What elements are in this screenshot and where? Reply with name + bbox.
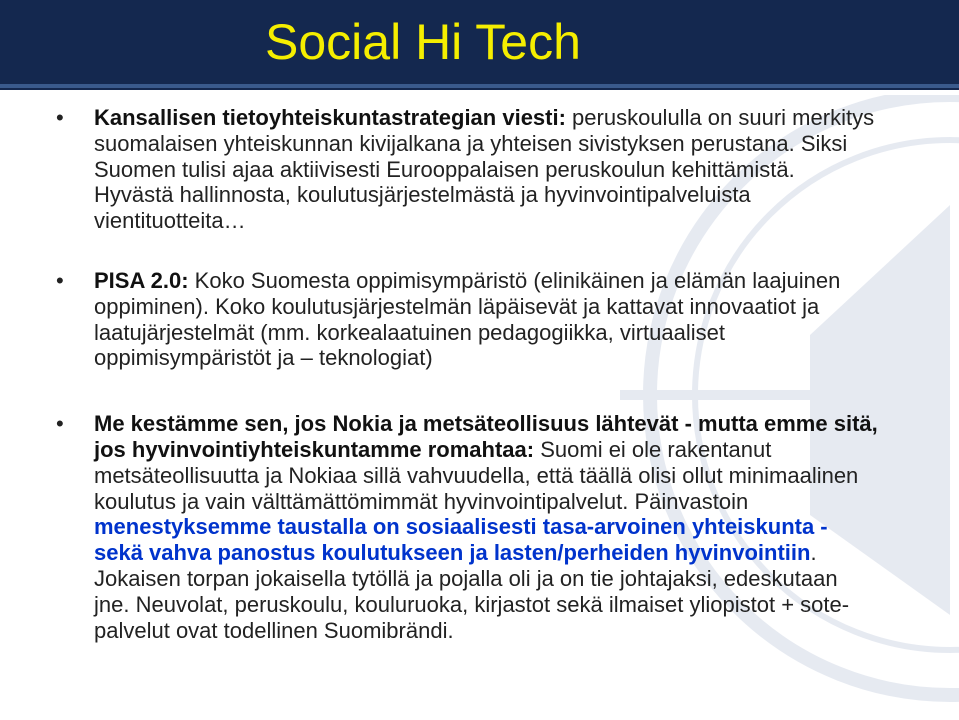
bullet-text: Koko Suomesta oppimisympäristö (elinikäinen ja elämän laajuinen oppiminen). Koko koulutusjärjestelmän läpäisevät ja kattavat innovaatiot ja laatujärjestelmät (mm. korkealaatuinen pedagogiikka, virtuaaliset oppimisympäristöt ja – teknologiat): [94, 267, 841, 371]
bullet-item: [0, 411, 959, 643]
bullet-item: [0, 105, 959, 234]
bullet-text: peruskoululla on suuri merkitys suomalaisen yhteiskunnan kivijalkana ja yhteisen sivistyksen perustana. Siksi Suomen tulisi ajaa aktiivisesti Eurooppalaisen peruskoulun kehittämistä. Hyvästä hallinnosta, koulutusjärjestelmästä ja hyvinvointipalveluista vientituotteita…: [94, 105, 875, 234]
bullet-emphasis: menestyksemme taustalla on sosiaalisesti tasa-arvoinen yhteiskunta - sekä vahva panostus koulutukseen ja lasten/perheiden hyvinvointiin: [94, 514, 828, 566]
header-rule: [0, 84, 959, 88]
bullet-icon: •: [56, 267, 64, 293]
slide-header: [0, 0, 959, 90]
bullet-item: [0, 268, 959, 371]
bullet-tail: . Jokaisen torpan jokaisella tytöllä ja pojalla oli ja on tie johtajaksi, edeskutaan jne. Neuvolat, peruskoulu, kouluruoka, kirjastot sekä ilmaiset yliopistot + sote-palvelut ovat todellinen Suomibrändi.: [94, 540, 850, 643]
bullet-icon: •: [56, 105, 64, 130]
slide-title: Social Hi Tech: [265, 14, 581, 70]
bullet-lead: Me kestämme sen, jos Nokia ja metsäteollisuus lähtevät - mutta emme sitä, jos hyvinvointiyhteiskuntamme romahtaa:: [94, 411, 878, 462]
bullet-text: Suomi ei ole rakentanut metsäteollisuutta ja Nokiaa sillä vahvuudella, että täällä olisi ollut minimaalinen koulutus ja vain välttämättömimmät hyvinvointipalvelut. Päinvastoin: [94, 436, 859, 514]
bullet-lead: PISA 2.0:: [94, 267, 189, 293]
bullet-icon: •: [56, 411, 64, 437]
bullet-lead: Kansallisen tietoyhteiskuntastrategian viesti:: [94, 105, 566, 130]
slide-body: [0, 105, 959, 643]
